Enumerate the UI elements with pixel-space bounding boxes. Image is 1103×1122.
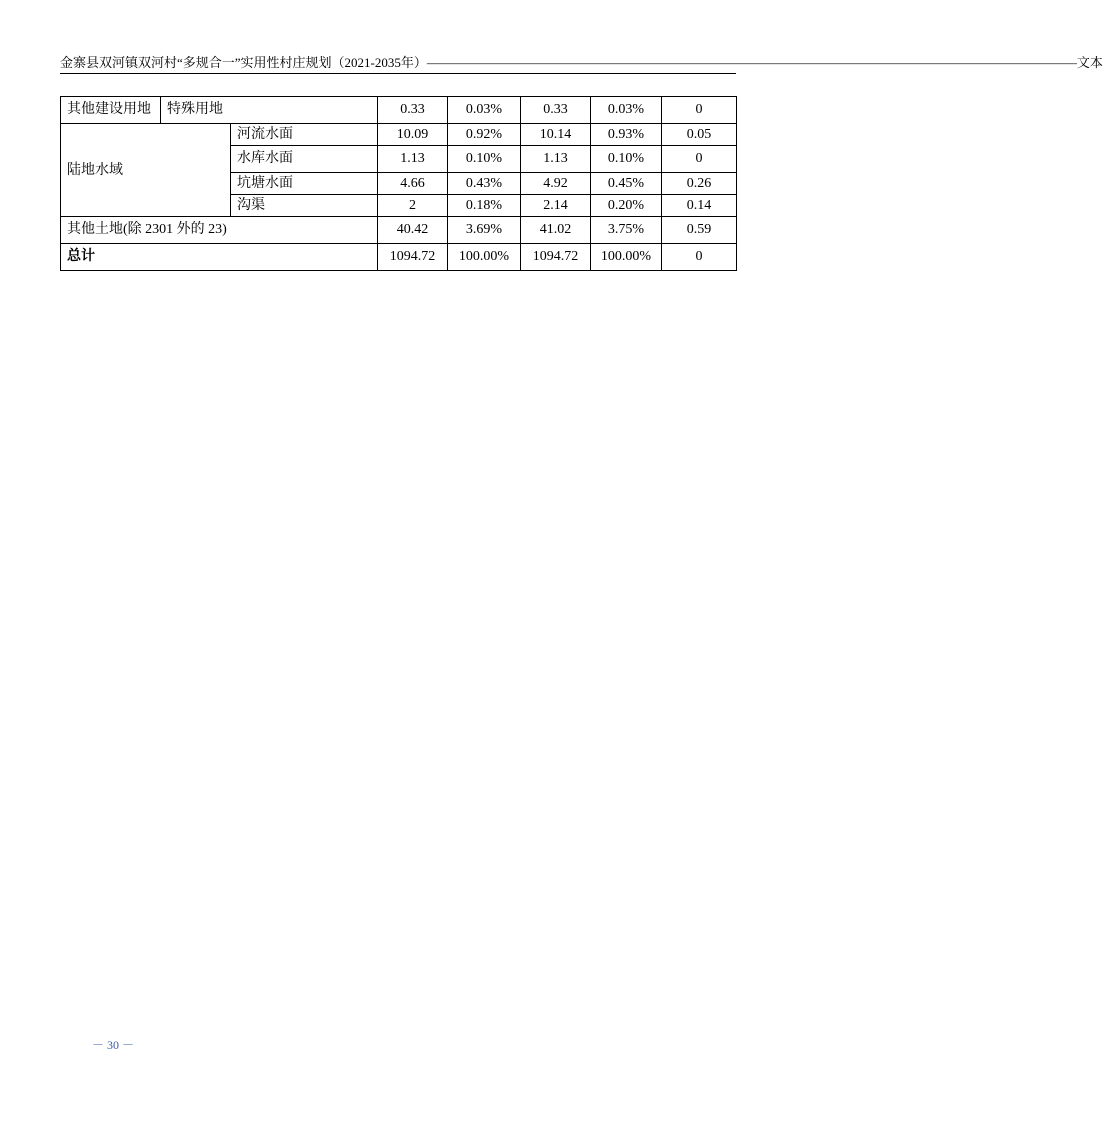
value-cell: 0.14: [662, 195, 737, 217]
value-cell: 0.20%: [591, 195, 662, 217]
value-cell: 4.92: [521, 173, 591, 195]
table-row: [61, 97, 737, 124]
subcategory-cell: 坑塘水面: [231, 173, 378, 195]
value-cell: 3.75%: [591, 217, 662, 244]
value-cell: 0.92%: [448, 124, 521, 146]
value-cell: 2.14: [521, 195, 591, 217]
value-cell: 0.59: [662, 217, 737, 244]
category-cell: 其他土地(除 2301 外的 23): [61, 217, 378, 244]
category-cell: 陆地水域: [61, 124, 231, 217]
value-cell: 10.14: [521, 124, 591, 146]
value-cell: 1094.72: [521, 244, 591, 271]
table-row: [61, 124, 737, 146]
category-cell: 其他建设用地: [61, 97, 161, 124]
value-cell: 1.13: [378, 146, 448, 173]
value-cell: 40.42: [378, 217, 448, 244]
land-use-table: [60, 96, 737, 271]
table-row-total: [61, 244, 737, 271]
value-cell: 0.33: [521, 97, 591, 124]
value-cell: 1094.72: [378, 244, 448, 271]
value-cell: 0.33: [378, 97, 448, 124]
value-cell: 100.00%: [448, 244, 521, 271]
value-cell: 0.93%: [591, 124, 662, 146]
value-cell: 0.03%: [591, 97, 662, 124]
value-cell: 41.02: [521, 217, 591, 244]
value-cell: 10.09: [378, 124, 448, 146]
value-cell: 0: [662, 97, 737, 124]
page-number: － 30 －: [92, 1038, 135, 1052]
value-cell: 0.45%: [591, 173, 662, 195]
page-header: [60, 55, 1103, 71]
subcategory-cell: 河流水面: [231, 124, 378, 146]
value-cell: 3.69%: [448, 217, 521, 244]
value-cell: 0.18%: [448, 195, 521, 217]
subcategory-cell: 沟渠: [231, 195, 378, 217]
value-cell: 0.03%: [448, 97, 521, 124]
header-dash-leader: ——————————————————————————————————————————————————: [426, 55, 1077, 70]
value-cell: 4.66: [378, 173, 448, 195]
value-cell: 0.10%: [448, 146, 521, 173]
document-type: 文本: [1076, 55, 1103, 70]
value-cell: 0.10%: [591, 146, 662, 173]
value-cell: 100.00%: [591, 244, 662, 271]
value-cell: 0.43%: [448, 173, 521, 195]
value-cell: 1.13: [521, 146, 591, 173]
value-cell: 0: [662, 146, 737, 173]
subcategory-cell: 特殊用地: [161, 97, 378, 124]
value-cell: 0.05: [662, 124, 737, 146]
document-title: 金寨县双河镇双河村“多规合一”实用性村庄规划（2021-2035年）: [60, 55, 427, 70]
total-label: 总计: [61, 244, 378, 271]
header-rule: [60, 73, 736, 74]
value-cell: 0: [662, 244, 737, 271]
value-cell: 2: [378, 195, 448, 217]
subcategory-cell: 水库水面: [231, 146, 378, 173]
value-cell: 0.26: [662, 173, 737, 195]
table-row: [61, 217, 737, 244]
